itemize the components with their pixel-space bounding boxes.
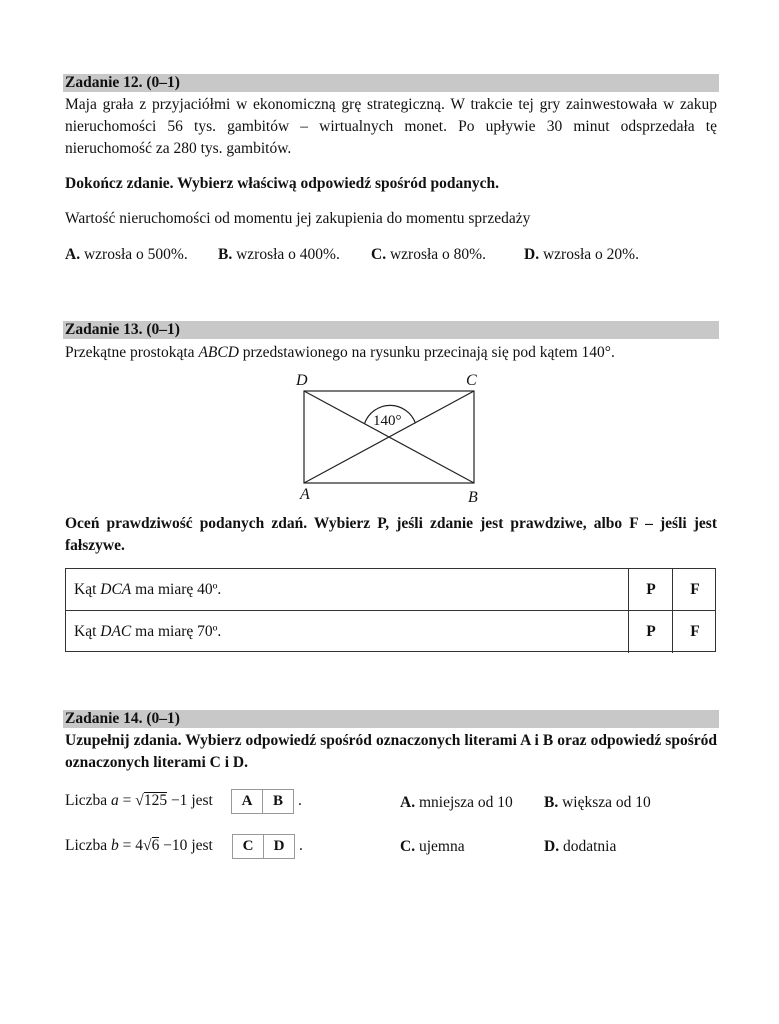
task12-stem: Wartość nieruchomości od momentu jej zakupienia do momentu sprzedaży	[65, 210, 531, 227]
task14-header-bar	[63, 710, 719, 728]
task14-instruction: Uzupełnij zdania. Wybierz odpowiedź spośród oznaczonych literami A i B oraz odpowiedź spośród oznaczonych literami C i D.	[65, 732, 717, 771]
task14-option-c[interactable]: C. ujemna	[400, 838, 465, 855]
task13-header: Zadanie 13. (0–1)	[65, 321, 180, 338]
vertex-c-label: C	[466, 372, 477, 389]
vertex-d-label: D	[296, 372, 308, 389]
statement-1: Kąt DCA ma miarę 40º.	[74, 581, 222, 598]
task12-option-b[interactable]: B. wzrosła o 400%.	[218, 246, 340, 263]
statement-2-true-option[interactable]: P	[628, 611, 673, 653]
task14-option-a[interactable]: A. mniejsza od 10	[400, 794, 513, 811]
angle-label: 140°	[373, 413, 402, 429]
task12-option-d[interactable]: D. wzrosła o 20%.	[524, 246, 639, 263]
vertex-a-label: A	[300, 486, 310, 503]
table-row	[66, 569, 715, 611]
choice-c[interactable]: C	[242, 838, 254, 854]
answer-box-cd	[232, 834, 295, 859]
sqrt-symbol: √	[143, 837, 152, 854]
statement-1-false-option[interactable]: F	[672, 569, 717, 611]
task12-header-bar	[63, 74, 719, 92]
task12-header: Zadanie 12. (0–1)	[65, 74, 180, 91]
choice-b[interactable]: B	[262, 790, 293, 813]
table-row	[66, 610, 715, 653]
task12-instruction: Dokończ zdanie. Wybierz właściwą odpowiedź spośród podanych.	[65, 175, 500, 192]
answer-box-ab	[231, 789, 294, 814]
task14-option-d[interactable]: D. dodatnia	[544, 838, 617, 855]
task12-option-a[interactable]: A. wzrosła o 500%.	[65, 246, 188, 263]
task13-body: Przekątne prostokąta ABCD przedstawionego na rysunku przecinają się pod kątem 140°.	[65, 344, 615, 361]
statement-2: Kąt DAC ma miarę 70º.	[74, 623, 222, 640]
sqrt-symbol: √	[135, 792, 144, 809]
choice-d[interactable]: D	[263, 835, 294, 858]
task14-header: Zadanie 14. (0–1)	[65, 710, 180, 727]
task14-sentence-b: Liczba b = 4√6 −10 jest	[65, 837, 213, 854]
statement-1-true-option[interactable]: P	[628, 569, 673, 611]
task13-header-bar	[63, 321, 719, 339]
choice-a[interactable]: A	[241, 793, 253, 809]
statement-2-false-option[interactable]: F	[672, 611, 717, 653]
sentence-a-period: .	[298, 792, 302, 809]
task13-instruction: Oceń prawdziwość podanych zdań. Wybierz P, jeśli zdanie jest prawdziwe, albo F – jeśli jest fałszywe.	[65, 515, 717, 554]
vertex-b-label: B	[468, 489, 478, 506]
true-false-table	[65, 568, 716, 652]
task12-option-c[interactable]: C. wzrosła o 80%.	[371, 246, 486, 263]
sentence-b-period: .	[299, 837, 303, 854]
task14-option-b[interactable]: B. większa od 10	[544, 794, 651, 811]
task12-body: Maja grała z przyjaciółmi w ekonomiczną grę strategiczną. W trakcie tej gry zainwestowała w zakup nieruchomości 56 tys. gambitów – wirtualnych monet. Po upływie 30 minut odsprzedała tę nieruchomość za 280 tys. gambitów.	[65, 96, 717, 157]
task14-sentence-a: Liczba a = √125 −1 jest	[65, 792, 213, 809]
